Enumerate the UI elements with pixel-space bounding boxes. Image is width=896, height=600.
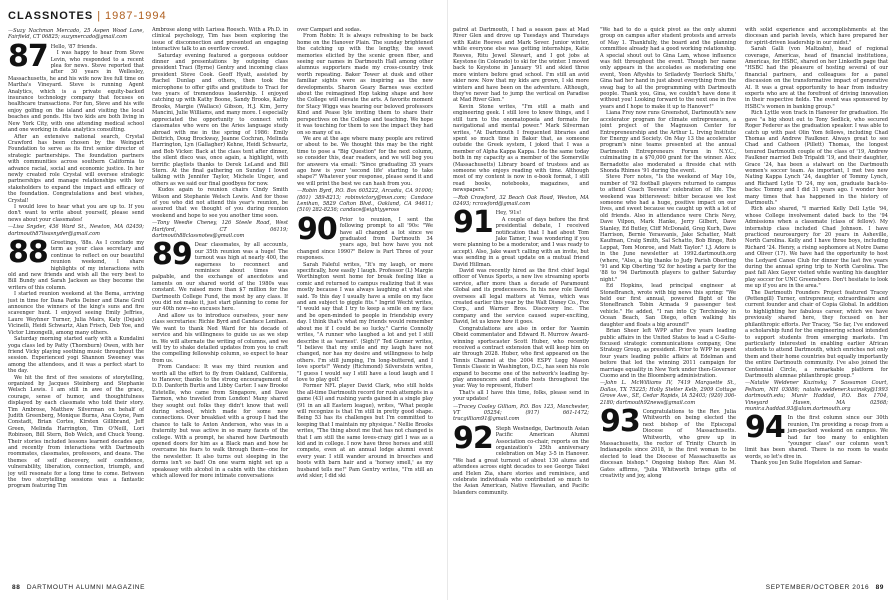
paragraph: And allow us to introduce ourselves, your new class secretaries: Richie Byrd and Candace Lenihan. We want to thank Ned Ward for his decade of service and his willingness to guide us as we step in. We will alternate the writing of columns, and we will try to shake detailed updates from you to craft the compelling fellowship column, so expect to hear from us. [152,312,288,364]
signature: —Tony Weedie Cheney, 126 Steele Road, West Hartford, CT 06119; dartmouth88classnotes@gmail.com [152,220,288,239]
class-year-number: 91 [453,205,493,241]
paragraph: We hit the first of five sessions of storytelling, organized by Jacques Steinberg and Stephanie Welsch Lewis. I am still in awe of the grace, courage, sense of humor, and thoughtfulness displayed by each classmate who told their story. Tim Ambrose, Matthew Silverman on behalf of Judith Greenberg, Monique Burns, Ana Coyne, Pam Constadt, Brian Cortes, Kirsten Gillibrand, Jeff Green, Melinda Harrington, Tim O'Neill, Lori Robinson, Bill Stern, Bob Welch, and Chuck Young. Their stories included lessons learned decades ago and recently from interactions with Dartmouth roommates, classmates, professors, and deans. The themes of self discovery, self confidence, vulnerability, liberation, connection, triumph, and joy will resonate for a long time to come. Between the two storytelling sessions was a fantastic program featuring Tim [8,374,144,490]
signature: —John L. McWilliams IV, 7419 Marquette St., Dallas, TX 75225; Holly Stelter Kelb, 2909 Cottage Grove Ave., SE, Cedar Rapids, IA 52403; (920) 306-2180; dartmouth92news@gmail.com [600,380,736,406]
column-5 [600,27,736,582]
paragraph: Steph Westnedge, Dartmouth Asian Pacific American Alumni Association co-chair, reports on the organization's 25th anniversary celebration on May 3-5 in Hanover. "We had a great turnout of about 130 alums and attendees across eight decades to see George Takei and Helen Zia, share stories and reminisce, and celebrate individuals who contributed so much to the Asian American, Native Hawaiian, and Pacific Islanders community. [453,425,589,496]
class-year-number: 94 [745,410,785,446]
class-entry-89 [152,237,288,480]
paragraph: From Candace: It was my third reunion and worth all the effort to fly from Oakland, California, to Hanover, thanks to the strong encouragement of D.D. Danforth Burtis and Libby Carter. I saw Brooke Estetelle, who came from Singapore, and Dave Tarmon, who traveled from London! Many shared they sought out folks they didn't know that well during school, which made for some new connections. Over breakfast with a group I had the chance to talk to Anton Anderson, who was in a fraternity but was active in so many facets of the college. With a prompt, he shared how Dartmouth opened doors for him as a Black man and how he overcame his fears to walk through them—one for the newsletter. It also turns out sleeping in the dorms isn't so bad! On one warm night set up a speakeasy with alcohol in a cabin with the chicken which allowed for more intimate conversations [152,364,288,480]
signature: —Natalie Weldener Kuzinsky, 7 Sassamon Court, Pelham, NH 03086; natalie.weldener.kuzinsky@1993 dartmouth.edu; Munir Haddad, P.O. Box 1704, Vineyard Haven, MA 02568; munir.a.haddad.93@alum.dartmouth.org [745,380,888,412]
paragraph: From Robin: It is always refreshing to be back home on the Hanover Plain. The sunday brightened the catching up with the lengthy, the sweet memories elicited by the scenic green fiber, and seeing our names in Dartmouth Hall among other alumnus supporters made my cross-country trek worth repeating. Baker Tower at dusk and other familiar sights were as inspiring as the new developments. Sharon Geary Barnes was excited about the reimagined Hop taking shape and how the College will elevate the arts. A favorite moment for Stacy Wiggs was hearing our beloved professors Kind and Pease lyle inviting them to share their perspectives on the College and teaching. We hope it was touching for them to see the impact they had on so many of us. [297,33,433,136]
left-page-number: 88 [12,584,21,591]
class-entry-92 [453,420,589,496]
paragraph: Hey, '91s! [495,210,522,217]
paragraph: over Campari and sodas. [297,27,362,33]
paragraph: Rich Lyttle won track in Hanover for graduation. He gave "a big shout out to Tony Sedlick, who secured Roger Federer as the graduation speaker. I was able to catch up with past Olin Yom fellows, including Chad Thomas and Andrew Faulkner. Always great to see Chad and Catheen (Pillett) Thomas, the longest tenured Dartmouth couple of the class of '19, Andrew Faulkner married Deb Tripaldi '19, and their daughter, Grace '24, has been a stalwart on the Dartmouth women's soccer team. As important, I met two new Nating Kappa Lynch '24, daughter of Tommy Lynch, and Richard Lytle 'D '24, my son, graduate back-to-backs: Tommy and I did 31 years ago. I wonder how many times that has happened in the history of Dartmouth." [745,110,888,206]
page-footer [8,584,888,596]
magazine-title: DARTMOUTH ALUMNI MAGAZINE [26,584,146,591]
paragraph: I would love to hear what you are up to. If you don't want to write about yourself, please send news about your classmates! [8,203,144,223]
paragraph: Sarah Faleful writes, "It's my laugh, or more specifically, how easily I laugh. Professor (L) Margie Worthington went home for break feeling like a comic and returned to campus realizing that it was mostly because I was always laughing at what she said. To this day I usually have a smile on my face and am subject to giggle fits." Ingrid Wecht writes, "I would say that I try to keep a smile on my face and be open-minded to people in friendship every day. I think that's what my friends would remember about me if I could be so lucky." Carrie Connolly writes, "A runner who laughed a lot and yet I still describe it as 'earnest'. (Sigh!)" Ted Gunner writes, "I believe that my smile and my laugh have not changed, nor has my desire and willingness to help others. I'm still jumping, I'm long-buttered, and I love sports!" Wendy (Richmond) Silverstein writes, "I guess I would say I still have a loud laugh and I love to play golf." [297,261,433,383]
paragraph: Kudos again to reunion chairs Cindy Smith Wilson and Stephanie Welsch Lewis. And for those of you who did not attend this year's reunion, be assured that we thought of you during reunion weekend and hope to see you another time soon. [152,187,288,219]
class-year-number: 92 [453,420,493,456]
class-entry-87 [8,38,144,237]
paragraph: Brian Sheer left WPP after five years leading public affairs in the United States to lead a C-Suite-focused strategic communications company, One Strategy Group, as president. Prior to WPP he spent four years leading public affairs at Edelman and before that led the winning 2011 campaign for marriage equality in New York under then-Governor Cuomo and in the Bloomberg administration. [600,328,736,379]
paragraph: We are at the age where many people are retired or about to be. We thought this may be the right time to pose a "Big Question" for the next column, so consider this, dear readers, and we will beg you for answers via email: "Since graduating 35 years ago how is your 'second life' starting to take shape?" Whatever your response, please send it and we will print the best we can hash from you. [297,135,433,187]
signature: —Lisa Snyder, 436 Ward St., Newton, MA 02459; dartmouth87lisasnyder@gmail.com [8,224,144,237]
paragraph: After an extensive national search, Crystal Crawford has been chosen by the Weingart Foundation to serve as its first senior director of strategic partnerships. The foundation partners with communities across southern California to advance racial, social and economic justice. In her newly created role Crystal will oversee strategic partnerships and manage relationships with key stakeholders to expand the impact and efficacy of the foundation. Congratulations and best wishes, Crystal! [8,133,144,204]
issue-date: SEPTEMBER/OCTOBER 2016 [765,584,870,591]
paragraph: "We had to do a quick pivot as the only alumni group on campus after student protests and arrests of May 1. Thankfully, the board and the planning committee already had a good working relationship. A special shout out to Gina Lam, whose influence was felt throughout the event. Though her name only appears in the accolades as moderating one event, Yoon Aftyshis to Sriladevly Teerlock Shifts,' Gina had her hand in just about everything from the swag bag to all the programming with Dartmouth people. Thank you, Gina, we couldn't have done it without you! Looking forward to the next one in five years and I hope to make it up to Hanover!" [600,27,736,110]
paragraph: Liana Frey now runs Greenshot, Dartmouth's new accelerator program for climate entrepreneurs, a joint project of the Magnuson Center for Entrepreneurship and the Arthur L. Irving Institute for Energy and Society. On May 13 the accelerator program's nine teams presented at the annual Dartmouth Entrepreneurs Forum in N.Y.C., culminating in a $70,000 grant for the winner. Alex Bernadotte also moderated a fireside chat with Shonda Rhimes '91 during the event. [600,110,736,174]
section-years: 1987-1994 [105,10,167,22]
signature: —Robin Byrd, P.O. Box 605222, Arcadia, CA 91006; (801) 389-8213; robinvictory@msn.com; Candace Lenihan, 5829 Colton Blvd., Oakland, CA 94611; (510) 282-8236; candace@eightyyeross [297,188,433,214]
paragraph: Ed Hopkins, lead principal engineer at StoneBranch, wrote with big news this spring: "We held our first annual, powered flight of the StoneBranch Tobin Armada 9 passenger test vehicle." He added, "I ran into Cy Terchinsky in Ocean Beach, San Diego, often walking his daughter and floats a big around!" [600,283,736,328]
footer-right [766,584,888,596]
section-separator: | [97,10,102,22]
paragraph: I started reunion weekend at the Bema, arriving just in time for Dana Parks Deiner and Diane Grell announce the winners of the king's suns and fire scavenger hunt. I enjoyed seeing Emily Jeffries, Laure Weyhner Turner, Julia Mairs, Katy (Dejaie) Vicinelli, Heidi Schwartz, Alan Frisch, Deb Yoe, and Victor Limongelli, among many others. [8,291,144,336]
column-3 [297,27,433,582]
paragraph: Saturday morning started early with a Kundalini yoga class led by Patty (Thornburn) Owen, with her friend Vicky playing soothing music throughout the session. Experienced yogi Shannon Sweeney was among the attendees, and it was a perfect start to the day. [8,336,144,375]
class-year-number: 93 [600,403,640,439]
class-year-number: 90 [297,211,337,247]
paragraph: That's all I have this time, folks, please send in your updates! [453,389,589,403]
paragraph: I was happy to hear from Steve Levin, who responded to a recent plea for news. Steve reported that after 30 years in Wellesley, Massachusetts, he and his wife now live full time on Martha's Vineyard. Steve is running Agent Analytics, which is a private equity-backed insurance technology company that focuses on healthcare transactions. For fun, Steve and his wife enjoy golfing on the island and visiting the local beaches and ponds. His two kids are both living in New York City, with one attending medical school and one working in data analytics consulting. [8,50,144,134]
paragraph: Thank you Jen Sulie Hogelston and Samar- [751,460,862,467]
paragraph: Greetings, '88s. As I conclude my term as your class secretary and continue to reflect on our beautiful reunion weekend, I share highlights of my interactions with old and new friends and wish all the very best to Bill Bundy and Sarah Jackson as they become the writers of this column. [8,240,144,291]
class-entry-94 [745,410,888,467]
section-title: CLASSNOTES [8,10,94,22]
class-year-number: 87 [8,38,48,74]
class-entry-88 [8,235,144,490]
paragraph: patrol at Dartmouth, I had a season pass at Mad River Glen and drove up Tuesdays and Thursdays with Katie Reeves and Mark Sever. Junior winter, while everyone else was getting internships, Katie Reeves, Ritu Jewel Slewart, and I got jobs at Keystone (in Colorado) to ski for the winter. I moved back to Keystone in January '91 and skied three more winters before grad school. I'm still an avid skier now. Now that my kids are grown, I ski more winters and have been on the adventure. Although, they've never had to jump the vertical on Paradise at Mad River Glen." [453,27,589,104]
page-gutter [447,0,448,600]
footer-left [8,584,145,596]
paragraph: Congratulations are also in order for Yasmin Obeid commentator and Edward R. Murrow Award-winning sportscaster Scott Huber, who recently received a contract extension that will keep him on air through 2028. Huber, who first appeared on the Tennis Channel at the 2004 ESPY Legg Mason Tennis Classic in Washington, D.C., has seen his role expand to become one of the network's leading by-play announcers and studio hosts throughout the year. Way to represent, Huber! [453,325,589,390]
paragraph: Rich also shared, "I married Kelly Dell Lytle '94, whose College involvement dated back to the '94 Admissions when a classmate (class of fellow). My internship class included Chad Johnson. I have practiced neurosurgery for 20 years in Asheville, North Carolina. Kelly and I have three boys, including Richard '24. Henry, a rising sophomore at Notre Dame and Oliver (17). We have had the opportunity to host the Ledyard Canoe Club for dinner the last five years during the annual spring trip to North Carolina. The past fall Alex Gayer visited while wanting his daughter play soccer for UNC Greensboro. Don't hesitate to look me up if you are in the area." [745,206,888,290]
paragraph: Congratulations to the Rev. Julia Whitworth on being elected the next bishop of the Episcopal Diocese of Massachusetts. Whitworth, who grew up in Massachusetts, the rector of Trinity Church in Indianapolis since 2018, is the first woman to be elected to lead the Diocese of Massachusetts as diocesan bishop." Ongoing bishop Rev. Alan M. Gates affirms, "Julia Whitworth brings gifts of creativity and joy, along [600,408,736,480]
column-4 [453,27,589,582]
class-entry-90 [297,211,433,480]
class-year-number: 89 [152,237,192,273]
paragraph: Hello, '87 friends. [50,43,98,50]
signature: —Suzy Nachman Mercado, 25 Aspen Wood Lane, Fairfield, CT 06825; suzymercado@gmail.com [8,28,144,41]
paragraph: with solid experience and accomplishments at the diocesan and parish levels, which have prepared her for spirit-driven leadership in our midst." [745,27,888,46]
paragraph: In the first column since our 30th reunion, I'm providing a recap from a jam-packed weekend on campus. We had far too many to enlighten "younger class" our column won't limit has been shared. There is no room to waste words, so let's dive in. [745,415,888,460]
class-entry-91 [453,205,589,423]
paragraph: A couple of days before the first presidential debate, I received notification that I had about Tom Jake Tamer, I was wondering if you were planning to be a moderator, and I was ready to accept). Also, Jake wasn't calling with an invite, but was sending in a great update on a mutual friend David Hillman. [453,216,589,268]
paragraph: Former NFL player David Clark, who still holds the all-time Dartmouth record for rush attempts in a game (43) and rushing yards gained in a single play (91 in an all Eastern league), writes, "What people will recognize is that I'm still in pretty good shape. Being 53 has its challenges but I'm committed to keeping that I maintain my physique." Nellie Brooks writes, "The thing about me that has not changed is that I am still the same loves-crazy girl I was as a kid and in college. I now have three horses and still compete, even at an annual lodge alumni event every year. I still wander around in breeches and boots with barn hair and a 'horsey smell,' as my husband tells me!" Pam Gentry writes, "I'm still an avid skier, I did ski [297,383,433,480]
column-2 [152,27,288,582]
section-header [8,8,167,24]
paragraph: Kevin Stone writes, "I'm still a math and engineering geek. I still love to know things, and I still turn to the onomatopoeia and formats for navigational and mental power." Mark Silverman writes, "At Dartmouth I frequented libraries and spent so much time in Baker that, as someone outside the Greek system, I joked that I was a member of Alpha Kappa Kappa. I do the same today both in my capacity as a member of the Somerville (Massachusetts) Library board of trustees and as someone who enjoys reading with time. Although most of my content is now in e-book format, I still read books, notebooks, magazines, and newspapers." [453,103,589,194]
paragraph: Steve Forr notes, "Is the weekend of May 10s, number of '92 football players returned to campus to attend Coach Teevens' celebration of life. The weekend was bittersweet: bitter because we lost someone who had a huge, positive impact on our lives, and sweet because we caught up with a lot of old friends. Also in attendance were Chris Nevy, Dave Vilpon, Mark Hanke, Jerry Gilbert, Dave Stanley, Ed Butley, Cliff McDonald, Greg Kurh, Dave Harrison, Bernie Yerasvanis, Jake Schatter, Matt Kaufman, Craig Smith, Sal Schatto, Bob Binge, Rob Leppat, Tom Monroe, and Matt Taylor." I.J. Adore is in the June newsletter at 1992.dartmouth.org (where, "Also, a big thanks to Judy Parish Oberting '91 and Kip Oberting '92 for hosting a party for the '88 to '94 Dartmouth players to gather Saturday night." [600,174,736,283]
paragraph: Ambrose along with Larissa Roesch. With a Ph.D. in clinical psychology, Tim has been exploring the issue of disconnection and presented an engaging interactive talk to an overflow crowd. [152,27,288,53]
column-6 [745,27,888,582]
signature: —Rob Crawford, 32 Beach Oak Road, Weston, MA 02493; rcrawford@gmail.com [453,194,589,207]
paragraph: Sarah Galli (von Maltzahn), head of regional coverage, Americas, head of financial institutions, Americas, for HSBC, shared on her LinkedIn page that "HSBC had the pleasure of hosting several of our financial partners, and colleagues for a panel discussion on the transformative impact of generative AI. It was a great opportunity to hear from industry experts who are at the forefront of driving innovation in their respective fields. The event was sponsored by HSBC's women in banking group." [745,46,888,110]
right-page-number: 89 [875,584,884,591]
class-entry-93 [600,403,736,480]
paragraph: Saturday evening featured a gorgeous outdoor dinner and presentations by outgoing class president Traci (Byrne) Gentry and incoming class president Steve Cook. Geoff Hyatt, assisted by Rachel Dunlap and others, then took the microphone to offer gifts and gratitude to Traci for two years of tremendous leadership. I enjoyed catching up with Kathy Boone, Sandy Brooks, Kathy Brooks, Margie (Wallace) Gibson, H.J. Kim, Jerry Mancini, Julie Williams, and many more. I especially appreciated the opportunity to connect with classmates who were on the Aries language study abroad with me in the spring of 1986: Emily Deitrich, Doug Brockway, Jeanne Cochran, Melinda Harrington, Lyn (Gallagher) Kehne, Heidi Schwartz, and Bob Vicker. Back at the class tent after dinner, the silent disco was, once again, a highlight, with terrific playlists thanks to Derek LeLand and Bill Stern. At the final gathering on Sunday I loved talking with Jennifer Taylor, Michele Unger, and others as we said our final goodbyes for now. [152,52,288,187]
signature: —Tracey Coaley Gilliam, P.O. Box 123, Manchester, VT 05254; (917) 661-1472; tracgilliam91@gmail.com [453,403,589,423]
paragraph: The Dartmouth Founders Project featured Tracey (Pettengill) Turner, entrepreneur, extraordinaire and current founder and chair of Copia Global. In addition to highlighting her fabulous career, which we have previously shared here, they focused on her philanthropic efforts. Per Tracey, "So far, I've endowed a scholarship fund for the engineering school intended to support students from emerging markets. I'm particularly interested in enabling earlier African students to attend Dartmouth, which enriches not only them and their home countries but equally importantly the entire Dartmouth community. I've also joined the Centennial Circle, a remarkable platform for Dartmouth alumnae philanthropic group." [745,289,888,379]
column-1 [8,27,144,582]
paragraph: Prior to reunion, I sent the following prompt to all '90s: "We have all changed a lot since we graduated from Dartmouth 34 years ago, but how have you not changed since 1990?" Below is Part Three of your responses. [297,216,433,262]
class-year-number: 88 [8,235,48,270]
paragraph: Dear classmates, by all accounts, our 35th reunion was a huge! The turnout was high at nearly 400, the eagerness to reconnect and reminisce about times was palpable, and the exchange of anecdotes and laments on our shared world of the 1980s was constant. We raised more than $7 million for the Dartmouth College Fund, the most by any class. If you did not make it, just start planning to come for our 40th now—no excuses here. [152,242,288,313]
paragraph: David was recently hired as the first chief legal officer of Venus Sports, a new live streaming sports service, after more than a decade of Paramount Global and its predecessors. In his new role David oversees all legal matters at Venus, which was created earlier this year by the Walt Disney Co., Fox Corp., and Warner Bros. Discovery Inc. The company and the service caused super-exciting, David, let us know how it goes. [453,268,589,326]
